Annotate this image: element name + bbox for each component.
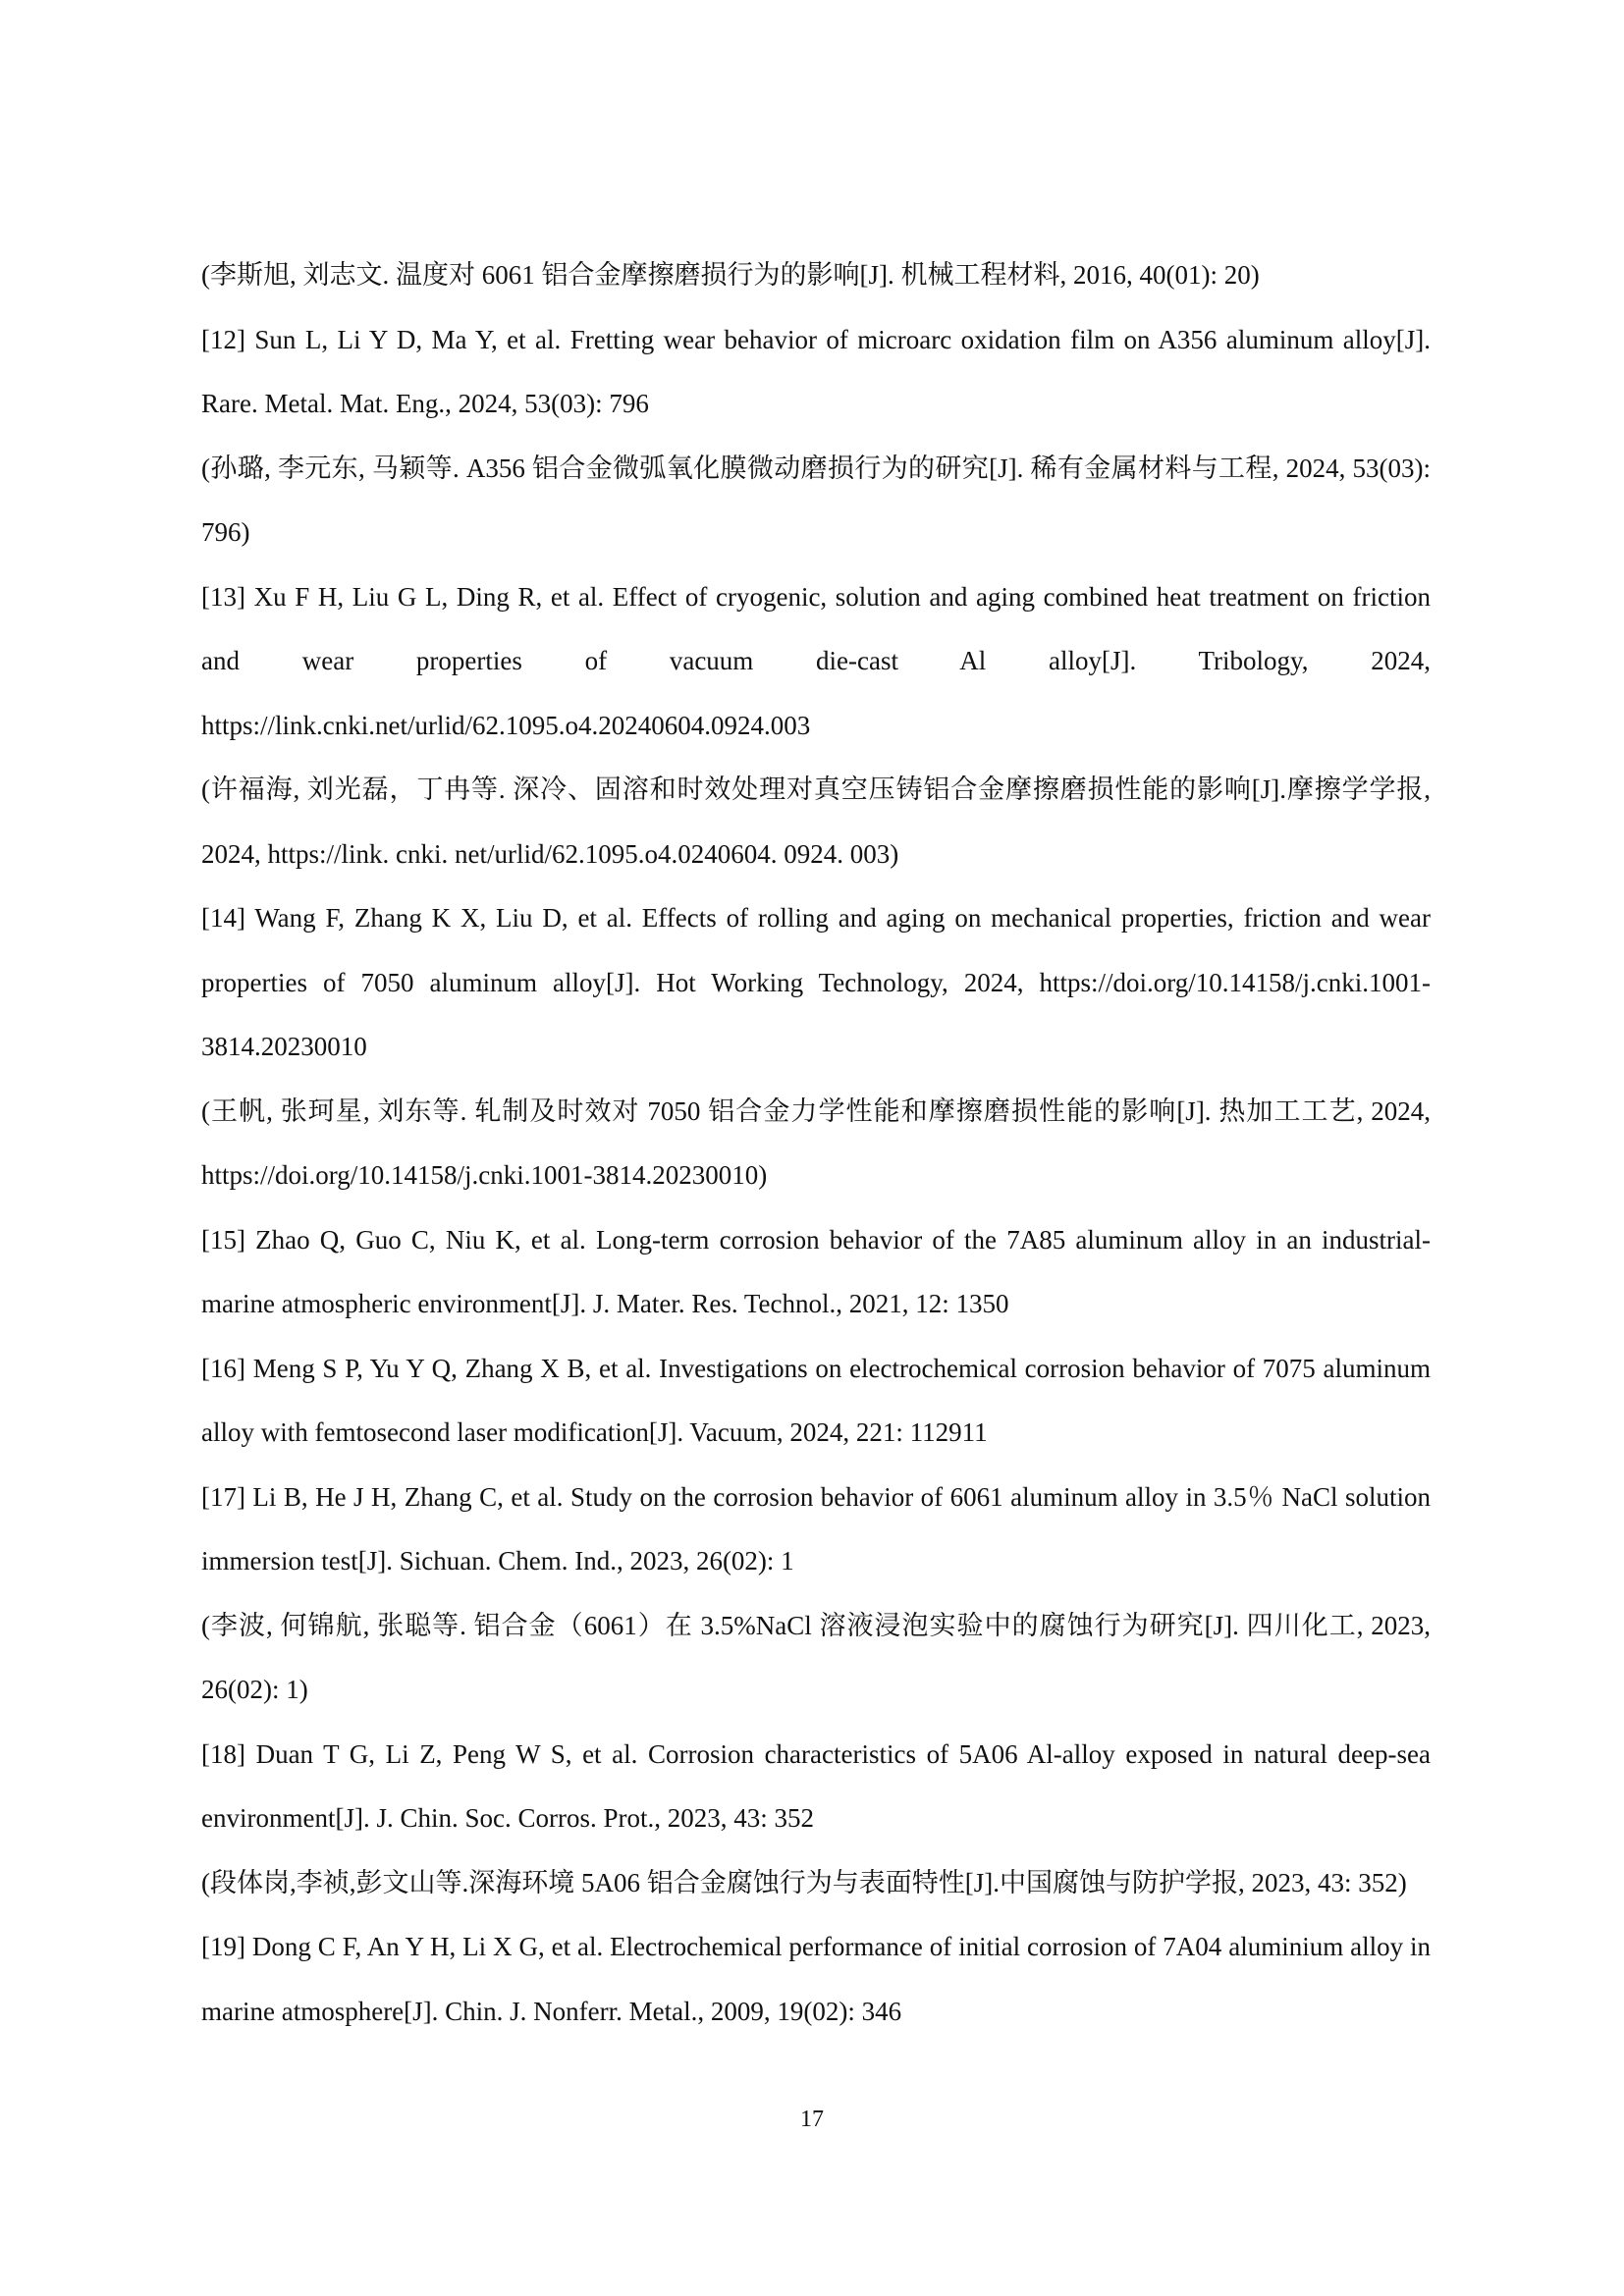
reference-entry: [18] Duan T G, Li Z, Peng W S, et al. Corrosion characteristics of 5A06 Al-alloy exposed in natural deep-sea environment[J]. J. Chin. Soc. Corros. Prot., 2023, 43: 352 [201, 1738, 1431, 1833]
reference-list [201, 243, 1431, 2044]
reference-entry: [19] Dong C F, An Y H, Li X G, et al. Electrochemical performance of initial corrosion of 7A04 aluminium alloy in marine atmosphere[J]. Chin. J. Nonferr. Metal., 2009, 19(02): 346 [201, 1932, 1431, 2026]
reference-entry: [14] Wang F, Zhang K X, Liu D, et al. Effects of rolling and aging on mechanical properties, friction and wear properties of 7050 aluminum alloy[J]. Hot Working Technology, 2024, https://doi.org/10.14158/j.cnki.1001-3814.20230010 [201, 903, 1431, 1061]
reference-entry: [17] Li B, He J H, Zhang C, et al. Study on the corrosion behavior of 6061 aluminum alloy in 3.5％ NaCl solution immersion test[J]. Sichuan. Chem. Ind., 2023, 26(02): 1 [201, 1481, 1431, 1575]
reference-entry: [16] Meng S P, Yu Y Q, Zhang X B, et al. Investigations on electrochemical corrosion behavior of 7075 aluminum alloy with femtosecond laser modification[J]. Vacuum, 2024, 221: 112911 [201, 1353, 1431, 1447]
reference-entry: (王帆, 张珂星, 刘东等. 轧制及时效对 7050 铝合金力学性能和摩擦磨损性能的影响[J]. 热加工工艺, 2024, https://doi.org/10.14158/j.cnki.1001-3814.20230010) [201, 1095, 1431, 1190]
reference-entry: (孙璐, 李元东, 马颖等. A356 铝合金微弧氧化膜微动磨损行为的研究[J]. 稀有金属材料与工程, 2024, 53(03): 796) [201, 453, 1431, 547]
page-number: 17 [800, 2107, 824, 2132]
reference-entry: (李波, 何锦航, 张聪等. 铝合金（6061）在 3.5%NaCl 溶液浸泡实验中的腐蚀行为研究[J]. 四川化工, 2023, 26(02): 1) [201, 1610, 1431, 1704]
reference-entry: [13] Xu F H, Liu G L, Ding R, et al. Effect of cryogenic, solution and aging combined heat treatment on friction and wear properties of vacuum die-cast Al alloy[J]. Tribology, 2024, https://link.cnki.net/urlid/62.1095.o4.20240604.0924.003 [201, 581, 1431, 740]
reference-entry: (许福海, 刘光磊，丁冉等. 深冷、固溶和时效处理对真空压铸铝合金摩擦磨损性能的影响[J].摩擦学学报, 2024, https://link. cnki. net/urlid/62.1095.o4.0240604. 0924. 003) [201, 774, 1431, 869]
reference-entry: (李斯旭, 刘志文. 温度对 6061 铝合金摩擦磨损行为的影响[J]. 机械工程材料, 2016, 40(01): 20) [201, 260, 1260, 290]
reference-entry: (段体岗,李祯,彭文山等.深海环境 5A06 铝合金腐蚀行为与表面特性[J].中国腐蚀与防护学报, 2023, 43: 352) [201, 1867, 1407, 1897]
reference-entry: [15] Zhao Q, Guo C, Niu K, et al. Long-term corrosion behavior of the 7A85 aluminum alloy in an industrial-marine atmospheric environment[J]. J. Mater. Res. Technol., 2021, 12: 1350 [201, 1224, 1431, 1318]
reference-entry: [12] Sun L, Li Y D, Ma Y, et al. Fretting wear behavior of microarc oxidation film on A356 aluminum alloy[J]. Rare. Metal. Mat. Eng., 2024, 53(03): 796 [201, 324, 1431, 418]
